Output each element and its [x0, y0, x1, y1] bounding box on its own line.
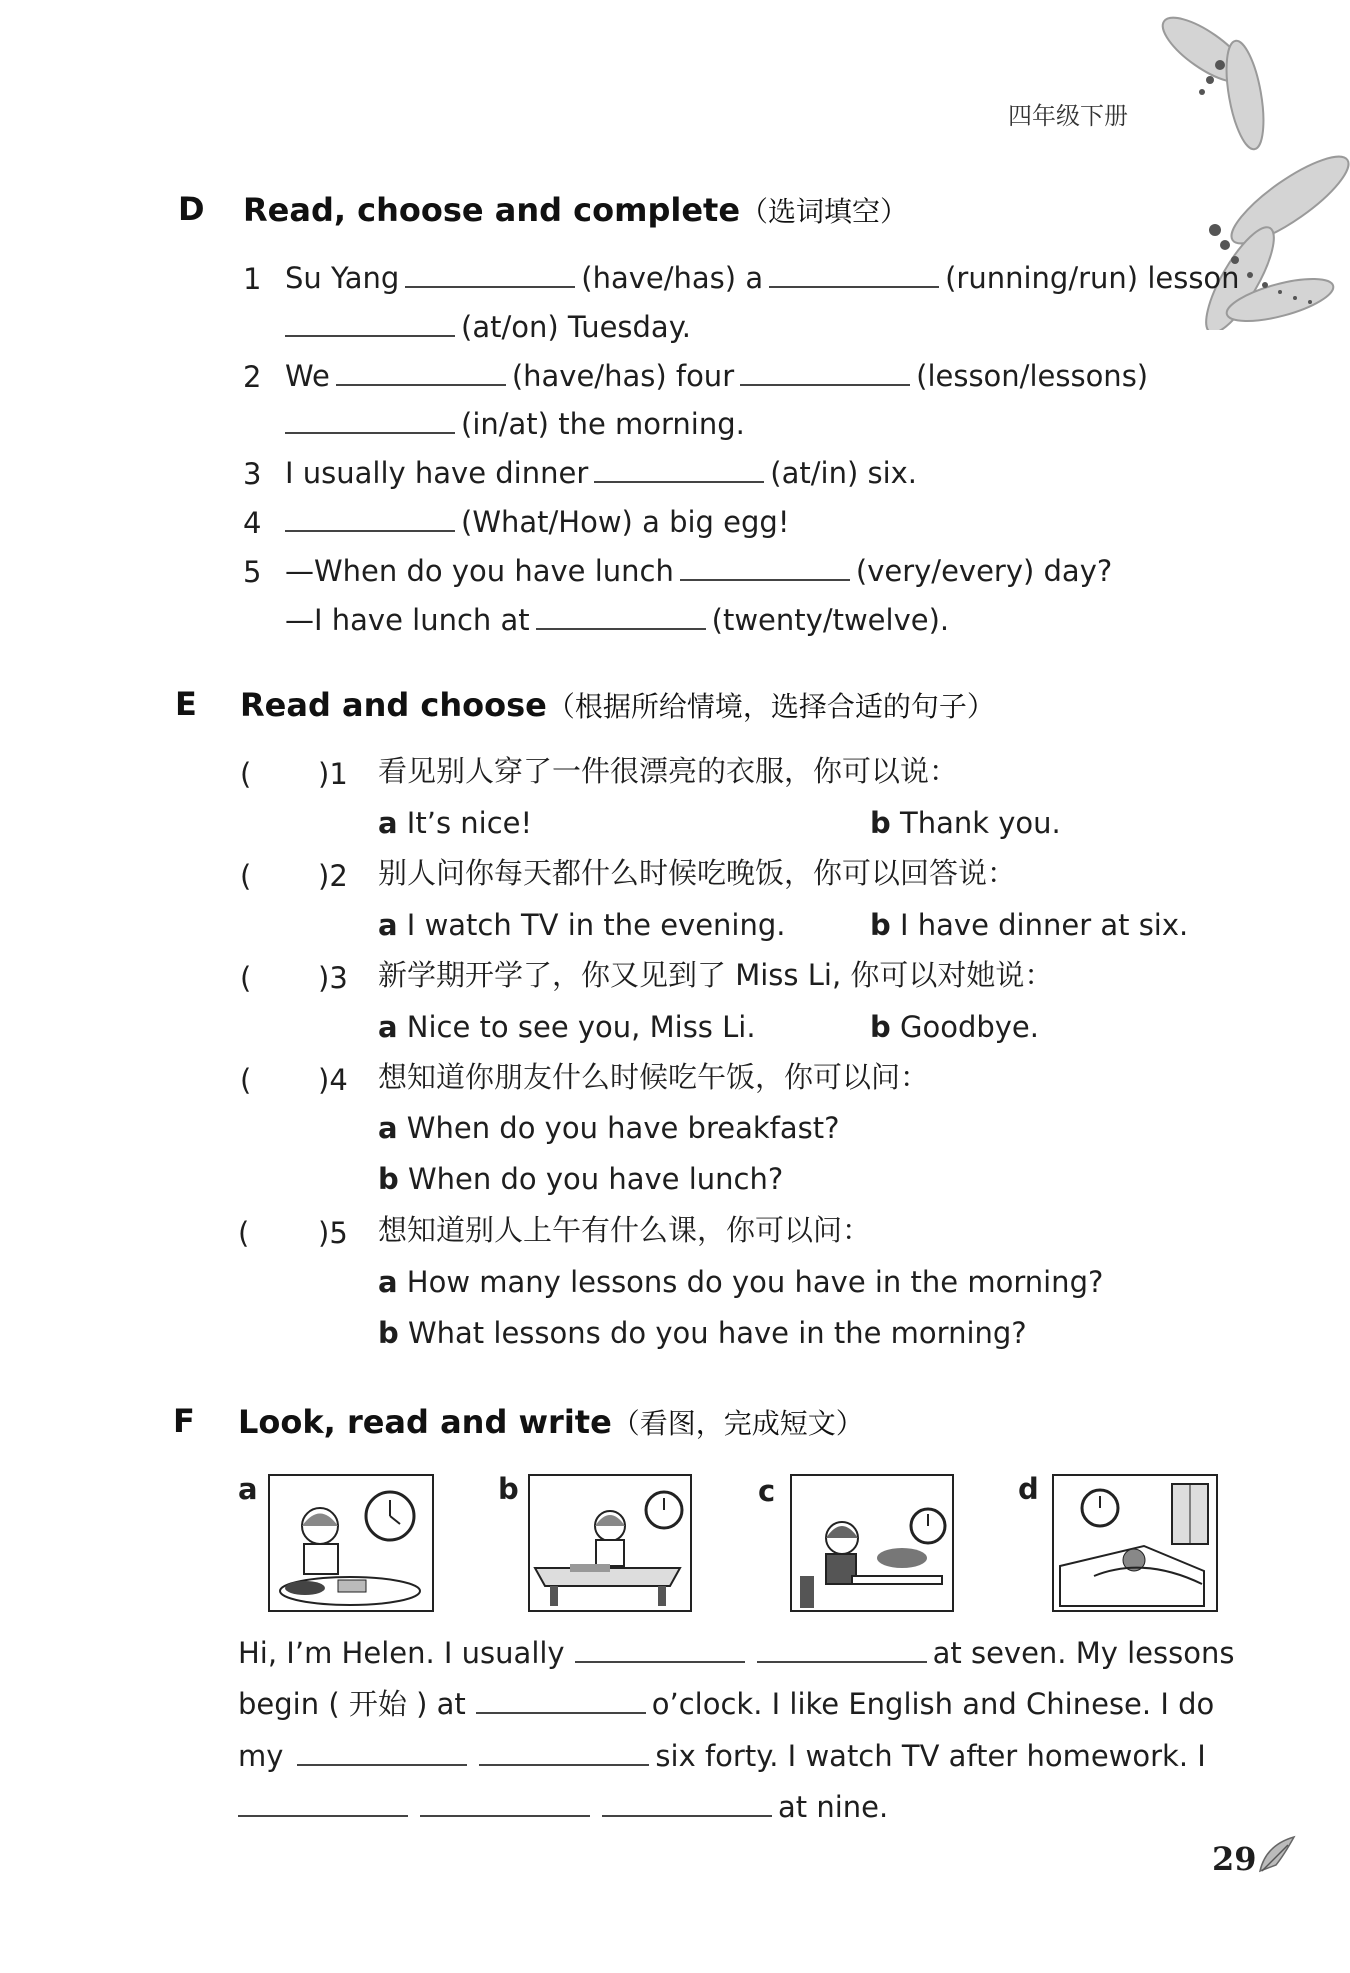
passage-text: begin ( 开始 ) at: [238, 1687, 466, 1721]
passage-line-4: [238, 1791, 888, 1822]
d-item-3-line-1: [285, 457, 917, 488]
option-text: Goodbye.: [899, 1010, 1039, 1044]
leaf-decoration-icon: [1256, 1835, 1298, 1875]
d-item-5-line-2: [285, 604, 949, 635]
answer-blank[interactable]: [285, 311, 455, 337]
answer-blank[interactable]: [536, 604, 706, 630]
e-item-2-paren[interactable]: (: [240, 859, 252, 893]
answer-blank[interactable]: [680, 555, 850, 581]
girl-in-class-icon: [528, 1474, 692, 1612]
picture-c-label: c: [758, 1474, 776, 1508]
option-letter: b: [378, 1316, 399, 1350]
e-item-4-prompt: 想知道你朋友什么时候吃午饭，你可以问：: [378, 1060, 930, 1094]
d-item-5-text: —I have lunch at: [285, 603, 530, 637]
d-item-3-text: (at/in) six.: [770, 456, 918, 490]
passage-text: my: [238, 1739, 284, 1773]
section-f-heading: [238, 1402, 864, 1442]
passage-text: six forty. I watch TV after homework. I: [655, 1739, 1206, 1773]
answer-blank[interactable]: [405, 262, 575, 288]
d-item-2-number: 2: [243, 360, 262, 394]
e-item-1-option-b[interactable]: [870, 806, 1061, 840]
passage-line-3: [238, 1740, 1206, 1771]
e-item-4-option-b[interactable]: [378, 1162, 784, 1196]
option-letter: b: [870, 806, 891, 840]
e-item-3-paren[interactable]: (: [240, 961, 252, 995]
e-item-5-option-a[interactable]: [378, 1265, 1104, 1299]
e-item-2-prompt: 别人问你每天都什么时候吃晚饭，你可以回答说：: [378, 856, 1017, 890]
e-item-1-paren[interactable]: (: [240, 757, 252, 791]
answer-blank[interactable]: [285, 408, 455, 434]
section-e-title: Read and choose: [240, 686, 547, 724]
answer-blank[interactable]: [740, 360, 910, 386]
e-item-2-option-b[interactable]: [870, 908, 1189, 942]
option-text: I have dinner at six.: [899, 908, 1189, 942]
answer-blank[interactable]: [420, 1791, 590, 1817]
option-letter: a: [378, 806, 398, 840]
answer-blank[interactable]: [575, 1637, 745, 1663]
option-text: When do you have lunch?: [407, 1162, 784, 1196]
d-item-5-text: (twenty/twelve).: [711, 603, 950, 637]
section-f-subtitle: （看图，完成短文）: [611, 1407, 864, 1440]
e-item-4-paren[interactable]: (: [240, 1063, 252, 1097]
answer-blank[interactable]: [479, 1740, 649, 1766]
option-letter: b: [870, 1010, 891, 1044]
passage-text: at nine.: [778, 1790, 889, 1824]
e-item-3-option-b[interactable]: [870, 1010, 1039, 1044]
d-item-3-text: I usually have dinner: [285, 456, 589, 490]
d-item-5-text: (very/every) day?: [855, 554, 1113, 588]
d-item-4-number: 4: [243, 506, 262, 540]
option-text: How many lessons do you have in the morning?: [406, 1265, 1104, 1299]
d-item-2-text: (in/at) the morning.: [461, 407, 745, 441]
passage-text: o’clock. I like English and Chinese. I do: [651, 1687, 1215, 1721]
d-item-1-line-1: [285, 262, 1240, 293]
d-item-1-number: 1: [243, 262, 262, 296]
option-text: What lessons do you have in the morning?: [407, 1316, 1027, 1350]
page-number: 29: [1212, 1840, 1257, 1878]
e-item-5-option-b[interactable]: [378, 1316, 1027, 1350]
d-item-2-text: We: [285, 359, 330, 393]
picture-b-label: b: [498, 1472, 519, 1506]
option-letter: a: [378, 908, 398, 942]
e-item-3-number: )3: [318, 961, 348, 995]
e-item-4-number: )4: [318, 1063, 348, 1097]
e-item-1-prompt: 看见别人穿了一件很漂亮的衣服，你可以说：: [378, 754, 959, 788]
answer-blank[interactable]: [297, 1740, 467, 1766]
option-text: When do you have breakfast?: [406, 1111, 840, 1145]
grade-label: 四年级下册: [1008, 102, 1128, 130]
e-item-2-option-a[interactable]: [378, 908, 786, 942]
d-item-5-line-1: [285, 555, 1112, 586]
answer-blank[interactable]: [757, 1637, 927, 1663]
answer-blank[interactable]: [769, 262, 939, 288]
girl-sleeping-icon: [1052, 1474, 1218, 1612]
d-item-1-text: (running/run) lesson: [945, 261, 1240, 295]
d-item-2-line-2: [285, 408, 745, 439]
section-d-heading: [243, 190, 908, 230]
section-e-heading: [240, 685, 995, 725]
answer-blank[interactable]: [238, 1791, 408, 1817]
section-d-title: Read, choose and complete: [243, 191, 741, 229]
picture-a-label: a: [238, 1472, 258, 1506]
e-item-1-number: )1: [318, 757, 348, 791]
d-item-4-line-1: [285, 506, 789, 537]
picture-d-label: d: [1018, 1472, 1039, 1506]
d-item-1-text: (at/on) Tuesday.: [461, 310, 691, 344]
e-item-3-prompt: 新学期开学了，你又见到了 Miss Li, 你可以对她说：: [378, 958, 1054, 992]
option-letter: a: [378, 1010, 398, 1044]
option-letter: b: [378, 1162, 399, 1196]
option-text: I watch TV in the evening.: [406, 908, 786, 942]
answer-blank[interactable]: [476, 1688, 646, 1714]
e-item-3-option-a[interactable]: [378, 1010, 756, 1044]
e-item-5-number: )5: [318, 1216, 348, 1250]
e-item-5-prompt: 想知道别人上午有什么课，你可以问：: [378, 1213, 872, 1247]
answer-blank[interactable]: [285, 506, 455, 532]
section-f-letter: F: [173, 1402, 195, 1440]
answer-blank[interactable]: [602, 1791, 772, 1817]
answer-blank[interactable]: [336, 360, 506, 386]
girl-doing-homework-icon: [790, 1474, 954, 1612]
section-f-title: Look, read and write: [238, 1403, 612, 1441]
option-letter: a: [378, 1265, 398, 1299]
section-e-letter: E: [175, 685, 197, 723]
d-item-2-text: (have/has) four: [511, 359, 735, 393]
answer-blank[interactable]: [594, 457, 764, 483]
passage-text: Hi, I’m Helen. I usually: [238, 1636, 565, 1670]
d-item-1-text: Su Yang: [285, 261, 400, 295]
d-item-5-number: 5: [243, 555, 262, 589]
passage-text: at seven. My lessons: [932, 1636, 1235, 1670]
e-item-1-option-a[interactable]: [378, 806, 533, 840]
section-d-subtitle: （选词填空）: [740, 195, 909, 228]
d-item-2-line-1: [285, 360, 1148, 391]
d-item-2-text: (lesson/lessons): [916, 359, 1149, 393]
section-e-subtitle: （根据所给情境，选择合适的句子）: [546, 690, 995, 723]
d-item-1-line-2: [285, 311, 691, 342]
option-text: It’s nice!: [406, 806, 533, 840]
section-d-letter: D: [178, 190, 205, 228]
option-text: Thank you.: [899, 806, 1061, 840]
option-letter: a: [378, 1111, 398, 1145]
d-item-3-number: 3: [243, 457, 262, 491]
e-item-5-paren[interactable]: (: [238, 1216, 250, 1250]
passage-line-1: [238, 1637, 1234, 1668]
option-text: Nice to see you, Miss Li.: [406, 1010, 756, 1044]
girl-eating-breakfast-icon: [268, 1474, 434, 1612]
option-letter: b: [870, 908, 891, 942]
passage-line-2: [238, 1688, 1214, 1719]
e-item-2-number: )2: [318, 859, 348, 893]
d-item-4-text: (What/How) a big egg!: [461, 505, 790, 539]
d-item-1-text: (have/has) a: [581, 261, 764, 295]
d-item-5-text: —When do you have lunch: [285, 554, 674, 588]
e-item-4-option-a[interactable]: [378, 1111, 840, 1145]
